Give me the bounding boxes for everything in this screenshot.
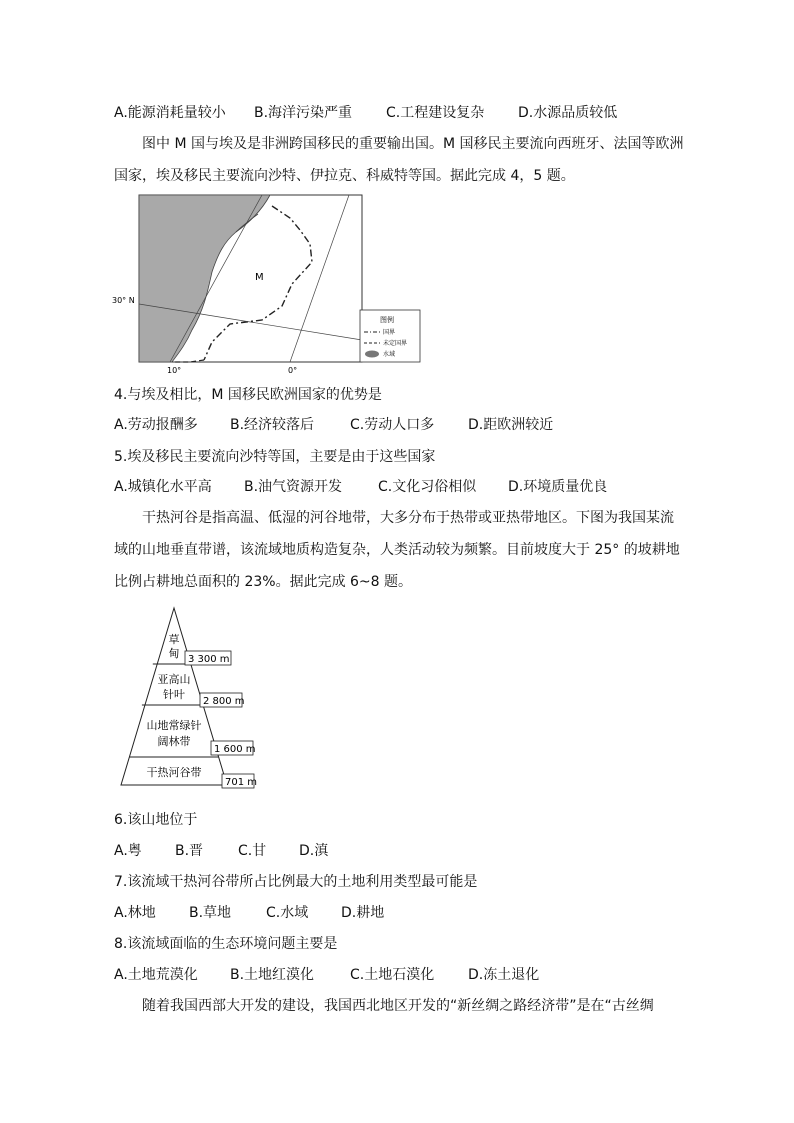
intro-next-question: [114, 990, 684, 1022]
q7-option-c: C.水域: [266, 905, 309, 921]
intro-q6-8-line3: 比例占耕地总面积的 23%。据此完成 6~8 题。: [114, 574, 413, 590]
q8-stem: 8.该流域面临的生态环境问题主要是: [114, 936, 338, 952]
q8-options: [114, 965, 539, 985]
map-legend: [360, 310, 420, 362]
intro-q4-5-line2: 国家，埃及移民主要流向沙特、伊拉克、科威特等国。据此完成 4，5 题。: [114, 168, 575, 184]
q7-option-d: D.耕地: [341, 905, 385, 921]
elev-3300: 3 300 m: [188, 654, 230, 665]
vertical-zone-pyramid: [115, 605, 260, 795]
q3-option-c: C.工程建设复杂: [386, 105, 485, 121]
zone-subalpine-l2: 针叶: [163, 688, 185, 701]
zone-mixed-forest-l2: 阔林带: [157, 735, 191, 748]
q3-option-d: D.水源品质较低: [518, 105, 618, 121]
q7-options: [114, 903, 384, 923]
q8-option-c: C.土地石漠化: [350, 967, 435, 983]
q4-option-a: A.劳动报酬多: [114, 417, 198, 433]
q4-option-c: C.劳动人口多: [350, 417, 435, 433]
q4-option-d: D.距欧洲较近: [468, 417, 554, 433]
q3-option-a: A.能源消耗量较小: [114, 105, 226, 121]
intro-q4-5: [114, 128, 684, 192]
lon-label-10: 10°: [167, 366, 182, 375]
lon-label-0: 0°: [288, 366, 298, 375]
legend-item-border: 国界: [383, 329, 396, 336]
legend-item-water: 水域: [383, 351, 396, 358]
q6-stem: 6.该山地位于: [114, 812, 198, 828]
q5-option-c: C.文化习俗相似: [378, 479, 477, 495]
q4-stem: 4.与埃及相比，M 国移民欧洲国家的优势是: [114, 387, 382, 403]
q6-option-b: B.晋: [175, 843, 204, 859]
zone-subalpine-l1: 亚高山: [157, 673, 191, 686]
intro-q4-5-line1: 图中 M 国与埃及是非洲跨国移民的重要输出国。M 国移民主要流向西班牙、法国等欧洲: [142, 136, 684, 152]
zone-meadow-l1: 草: [168, 633, 180, 646]
q5-option-b: B.油气资源开发: [244, 479, 343, 495]
lat-label: 30° N: [112, 296, 135, 305]
intro-next-line1: 随着我国西部大开发的建设，我国西北地区开发的“新丝绸之路经济带”是在“古丝绸: [142, 998, 654, 1014]
elev-2800: 2 800 m: [203, 696, 245, 707]
elev-1600: 1 600 m: [214, 744, 256, 755]
q7-option-a: A.林地: [114, 905, 156, 921]
legend-item-undetermined: 未定国界: [383, 340, 408, 347]
intro-q6-8: [114, 502, 684, 598]
m-country-map: [112, 192, 408, 377]
q3-option-b: B.海洋污染严重: [254, 105, 353, 121]
q4-option-b: B.经济较落后: [230, 417, 315, 433]
q6-option-d: D.滇: [299, 843, 329, 859]
q6-options: [114, 841, 328, 861]
q7-option-b: B.草地: [189, 905, 232, 921]
q5-option-d: D.环境质量优良: [508, 479, 608, 495]
country-label-m: M: [255, 272, 264, 283]
q5-option-a: A.城镇化水平高: [114, 479, 212, 495]
intro-q6-8-line2: 域的山地垂直带谱，该流域地质构造复杂，人类活动较为频繁。目前坡度大于 25° 的坡耕地: [114, 542, 680, 558]
q7-stem: 7.该流域干热河谷带所占比例最大的土地利用类型最可能是: [114, 874, 478, 890]
elev-701: 701 m: [225, 777, 258, 788]
q6-option-c: C.甘: [238, 843, 267, 859]
legend-title: 图例: [380, 316, 394, 324]
zone-mixed-forest-l1: 山地常绿针: [146, 719, 202, 732]
q8-option-a: A.土地荒漠化: [114, 967, 198, 983]
intro-q6-8-line1: 干热河谷是指高温、低湿的河谷地带，大多分布于热带或亚热带地区。下图为我国某流: [142, 510, 674, 526]
zone-meadow-l2: 甸: [168, 647, 180, 660]
q8-option-d: D.冻土退化: [468, 967, 540, 983]
q4-options: [114, 415, 553, 435]
q5-options: [114, 477, 607, 497]
zone-dry-hot-valley: 干热河谷带: [146, 766, 202, 779]
q6-option-a: A.粤: [114, 843, 142, 859]
q8-option-b: B.土地红漠化: [230, 967, 315, 983]
q5-stem: 5.埃及移民主要流向沙特等国，主要是由于这些国家: [114, 449, 436, 465]
q3-options: [114, 103, 617, 123]
